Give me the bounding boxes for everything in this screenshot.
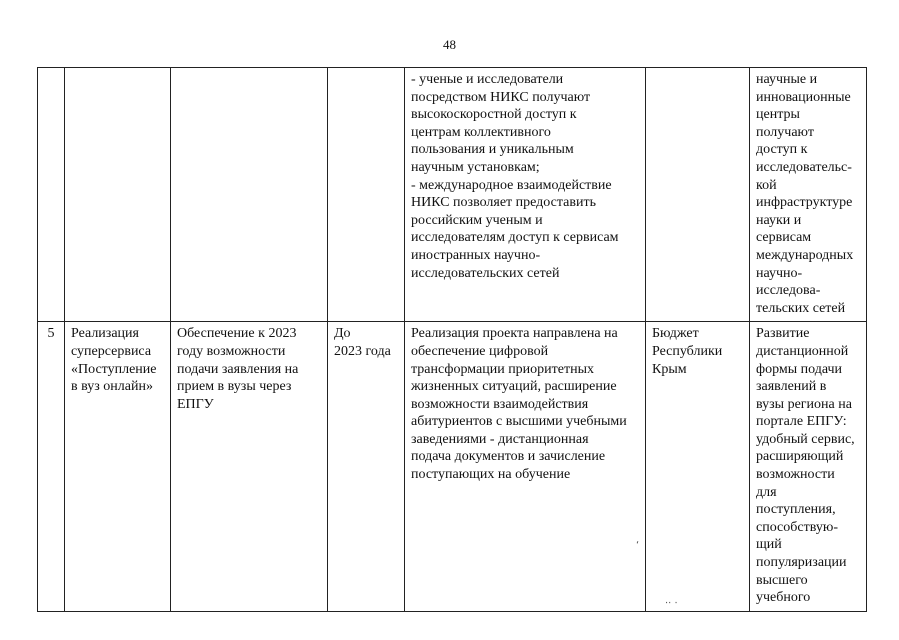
description-line: центрам коллективного <box>411 124 551 140</box>
result-line: вузы региона на <box>756 396 852 412</box>
result-line: международных <box>756 247 854 263</box>
description-line: Реализация проекта направлена на <box>411 326 618 342</box>
cell-number <box>38 68 65 322</box>
description-line: поступающих на обучение <box>411 467 571 483</box>
result-line: Развитие <box>756 326 810 342</box>
result-line: расширяющий <box>756 449 844 465</box>
description-line: возможности взаимодействия <box>411 396 589 412</box>
result-line: учебного <box>756 590 811 606</box>
table-row <box>38 68 867 322</box>
result-line: формы подачи <box>756 361 843 377</box>
result-line: получают <box>756 124 814 140</box>
result-line: науки и <box>756 212 802 228</box>
description-line: - международное взаимодействие <box>411 177 612 193</box>
description-line: трансформации приоритетных <box>411 361 595 377</box>
result-line: доступ к <box>756 142 808 158</box>
result-line: сервисам <box>756 230 812 246</box>
cell-funding <box>646 68 750 322</box>
description-line: пользования и уникальным <box>411 142 574 158</box>
cell-funding: Бюджет Республики Крым <box>646 322 750 612</box>
result-line: удобный сервис, <box>756 431 855 447</box>
plan-table <box>37 67 867 612</box>
result-line: центры <box>756 107 800 123</box>
cell-deadline <box>328 68 405 322</box>
description-line: высокоскоростной доступ к <box>411 107 577 123</box>
description-line: заведениями - дистанционная <box>411 431 589 447</box>
result-line: инновационные <box>756 89 851 105</box>
cell-description <box>405 68 646 322</box>
result-line: высшего <box>756 572 808 588</box>
description-line: российским ученым и <box>411 212 543 228</box>
scan-speck: ‘ <box>636 540 640 551</box>
cell-result <box>750 68 867 322</box>
result-line: инфраструктуре <box>756 195 853 211</box>
result-line: способствую- <box>756 519 838 535</box>
description-line: иностранных научно- <box>411 247 541 263</box>
result-line: заявлений в <box>756 379 827 395</box>
result-line: щий <box>756 537 782 553</box>
result-line: кой <box>756 177 777 193</box>
description-line: обеспечение цифровой <box>411 343 549 359</box>
cell-name: Реализация суперсервиса «Поступление в вуз онлайн» <box>65 322 171 612</box>
result-line: поступления, <box>756 502 836 518</box>
result-line: дистанционной <box>756 343 849 359</box>
cell-result <box>750 322 867 612</box>
description-line: исследовательских сетей <box>411 265 560 281</box>
description-line: исследователям доступ к сервисам <box>411 230 619 246</box>
description-line: жизненных ситуаций, расширение <box>411 379 617 395</box>
result-line: возможности <box>756 467 835 483</box>
description-line: абитуриентов с высшими учебными <box>411 414 627 430</box>
description-line: посредством НИКС получают <box>411 89 591 105</box>
cell-goal <box>171 68 328 322</box>
table-row <box>38 322 867 612</box>
result-line: портале ЕПГУ: <box>756 414 847 430</box>
description-line: - ученые и исследователи <box>411 72 564 87</box>
result-line: тельских сетей <box>756 300 846 316</box>
page-number: 48 <box>443 37 456 52</box>
result-line: для <box>756 484 777 500</box>
description-line: НИКС позволяет предоставить <box>411 195 596 211</box>
cell-number: 5 <box>38 322 65 612</box>
scan-speck: ⋅⋅ ⋅ <box>665 598 678 609</box>
cell-deadline: До 2023 года <box>328 322 405 612</box>
result-line: научно- <box>756 265 803 281</box>
cell-goal: Обеспечение к 2023 году возможности подачи заявления на прием в вузы через ЕПГУ <box>171 322 328 612</box>
result-line: научные и <box>756 72 818 87</box>
cell-name <box>65 68 171 322</box>
result-line: исследова- <box>756 283 821 299</box>
description-line: научным установкам; <box>411 159 540 175</box>
result-line: исследовательс- <box>756 159 852 175</box>
description-line: подача документов и зачисление <box>411 449 606 465</box>
cell-description <box>405 322 646 612</box>
result-line: популяризации <box>756 555 847 571</box>
